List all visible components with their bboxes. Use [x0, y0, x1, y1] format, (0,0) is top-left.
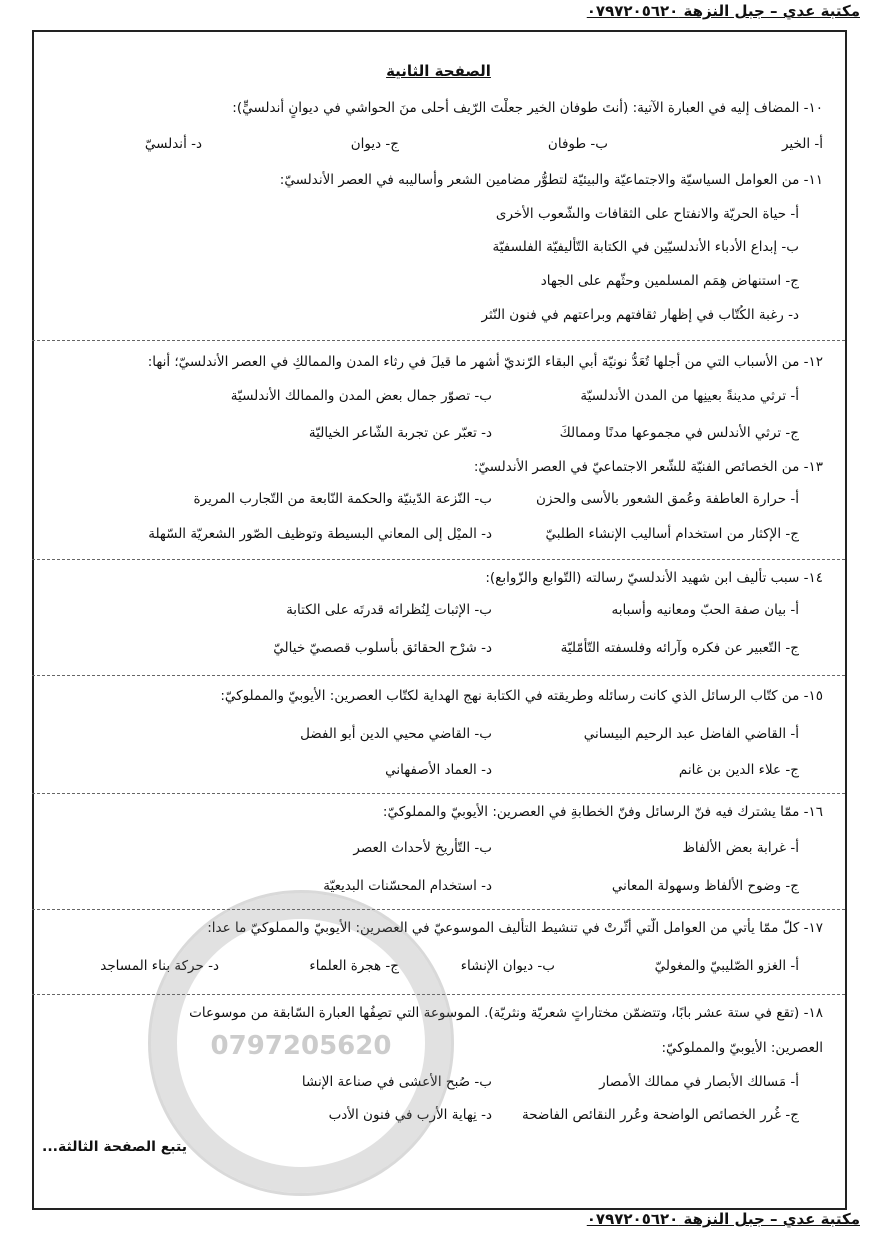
question-stem: ١٨- (تقع في ستة عشر بابًا، وتتضمّن مختاراتٍ شعريّة ونثريّة). الموسوعة التي تصِفُها العبارة السّابقة من موسوعات	[189, 1005, 823, 1021]
question-stem: ١٢- من الأسباب التي من أجلها تُعَدُّ نونيّة أبي البقاء الرّنديّ أشهر ما قيلَ في رثاء المدن والممالكِ في العصر الأندلسيّ؛ أنها:	[147, 354, 823, 370]
page-title: الصفحة الثانية	[386, 62, 491, 80]
divider	[32, 559, 845, 560]
question-stem: ١٦- ممّا يشترك فيه فنّ الرسائل وفنّ الخطابةِ في العصرين: الأيوبيّ والمملوكيّ:	[382, 804, 823, 820]
option: أ- ترثي مدينةً بعينِها من المدن الأندلسيّة	[580, 388, 799, 404]
option: ج- علاء الدين بن غانم	[678, 762, 799, 778]
option: ب- صُبح الأعشى في صناعة الإنشا	[301, 1074, 492, 1090]
question-stem: ١٠- المضاف إليه في العبارة الآتية: (أنتَ طوفان الخير جعلْتَ الرّيف أحلى منَ الحواشي في ديوانٍ أندلسيٍّ):	[232, 100, 823, 116]
option: د- تعبّر عن تجربة الشّاعر الخياليّة	[308, 425, 492, 441]
question-stem: ١٤- سبب تأليف ابن شهيد الأندلسيّ رسالته (التّوابع والزّوابع):	[485, 570, 823, 586]
option: أ- الغزو الصّليبيّ والمغوليّ	[654, 958, 799, 974]
option: د- رغبة الكُتّاب في إظهار ثقافتهم وبراعتهم في فنون النّثر	[481, 307, 799, 323]
option: ب- ديوان الإنشاء	[460, 958, 555, 974]
divider	[32, 340, 845, 341]
option: ب- تصوّر جمال بعض المدن والممالك الأندلسيّة	[230, 388, 492, 404]
option: ب- القاضي محيي الدين أبو الفضل	[300, 726, 492, 742]
option: أ- القاضي الفاضل عبد الرحيم البيساني	[583, 726, 799, 742]
option: ج- هجرة العلماء	[309, 958, 399, 974]
option: أ- مَسالك الأبصار في ممالك الأمصار	[599, 1074, 799, 1090]
option: أ- حرارة العاطفة وعُمق الشعور بالأسى والحزن	[536, 491, 799, 507]
footer-band: مكتبة عدي – جبل النزهة ٠٧٩٧٢٠٥٦٢٠	[586, 1210, 860, 1228]
option: ب- إبداع الأدباء الأندلسيّين في الكتابة التّأليفيّة الفلسفيّة	[492, 239, 799, 255]
stamp-phone: 0797205620	[210, 1031, 392, 1061]
option: أ- بيان صفة الحبّ ومعانيه وأسبابه	[611, 602, 799, 618]
divider	[32, 909, 845, 910]
option: أ- الخير	[781, 136, 823, 152]
question-stem: ١٣- من الخصائص الفنيّة للشّعر الاجتماعيّ في العصر الأندلسيّ:	[473, 459, 823, 475]
next-page-note: يتبع الصفحة الثالثة...	[42, 1139, 187, 1155]
option: ب- التّأريخ لأحداث العصر	[353, 840, 492, 856]
option: ج- استنهاض هِمَم المسلمين وحثّهم على الجهاد	[540, 273, 799, 289]
question-stem-continued: العصرين: الأيوبيّ والمملوكيّ:	[661, 1040, 823, 1056]
option: ب- الإثبات لِنُظرائه قدرتَه على الكتابة	[286, 602, 492, 618]
question-stem: ١١- من العوامل السياسيّة والاجتماعيّة والبيئيّة لتطوُّر مضامين الشعر وأساليبه في العصر الأندلسيّ:	[279, 172, 823, 188]
option: د- الميْل إلى المعاني البسيطة وتوظيف الصّور الشعريّة السّهلة	[148, 526, 492, 542]
option: د- حركة بناء المساجد	[100, 958, 219, 974]
option: ج- ترثي الأندلس في مجموعها مدنًا وممالكَ	[559, 425, 799, 441]
option: ج- ديوان	[350, 136, 399, 152]
option: أ- حياة الحريّة والانفتاح على الثقافات والشّعوب الأخرى	[495, 206, 799, 222]
option: ج- وضوح الألفاظ وسهولة المعاني	[611, 878, 799, 894]
question-stem: ١٧- كلّ ممّا يأتي من العوامل الّتي أثّرتْ في تنشيط التأليف الموسوعيّ في العصرين: الأيوبيّ والمملوكيّ ما عدا:	[207, 920, 823, 936]
option: ب- طوفان	[547, 136, 608, 152]
option: د- أندلسيّ	[144, 136, 202, 152]
divider	[32, 675, 845, 676]
watermark-stamp	[148, 890, 454, 1196]
option: د- العماد الأصفهاني	[385, 762, 492, 778]
option: أ- غرابة بعض الألفاظ	[682, 840, 799, 856]
divider	[32, 793, 845, 794]
option: د- استخدام المحسّنات البديعيّة	[323, 878, 492, 894]
option: ج- غُرر الخصائص الواضحة وعُرر النقائص الفاضحة	[521, 1107, 799, 1123]
option: د- شرْح الحقائق بأسلوب قصصيّ خياليّ	[273, 640, 492, 656]
option: ب- النّزعة الدّينيّة والحكمة النّابعة من التّجارب المريرة	[193, 491, 492, 507]
option: د- نِهاية الأرب في فنون الأدب	[328, 1107, 492, 1123]
header-band: مكتبة عدي – جبل النزهة ٠٧٩٧٢٠٥٦٢٠	[586, 2, 860, 20]
question-stem: ١٥- من كتّاب الرسائل الذي كانت رسائله وطريقته في الكتابة نهج الهداية لكتّاب العصرين: الأيوبيّ والمملوكيّ:	[220, 688, 823, 704]
option: ج- التّعبير عن فكره وآرائه وفلسفته التّأمّليّة	[560, 640, 799, 656]
option: ج- الإكثار من استخدام أساليب الإنشاء الطلبيّ	[545, 526, 799, 542]
